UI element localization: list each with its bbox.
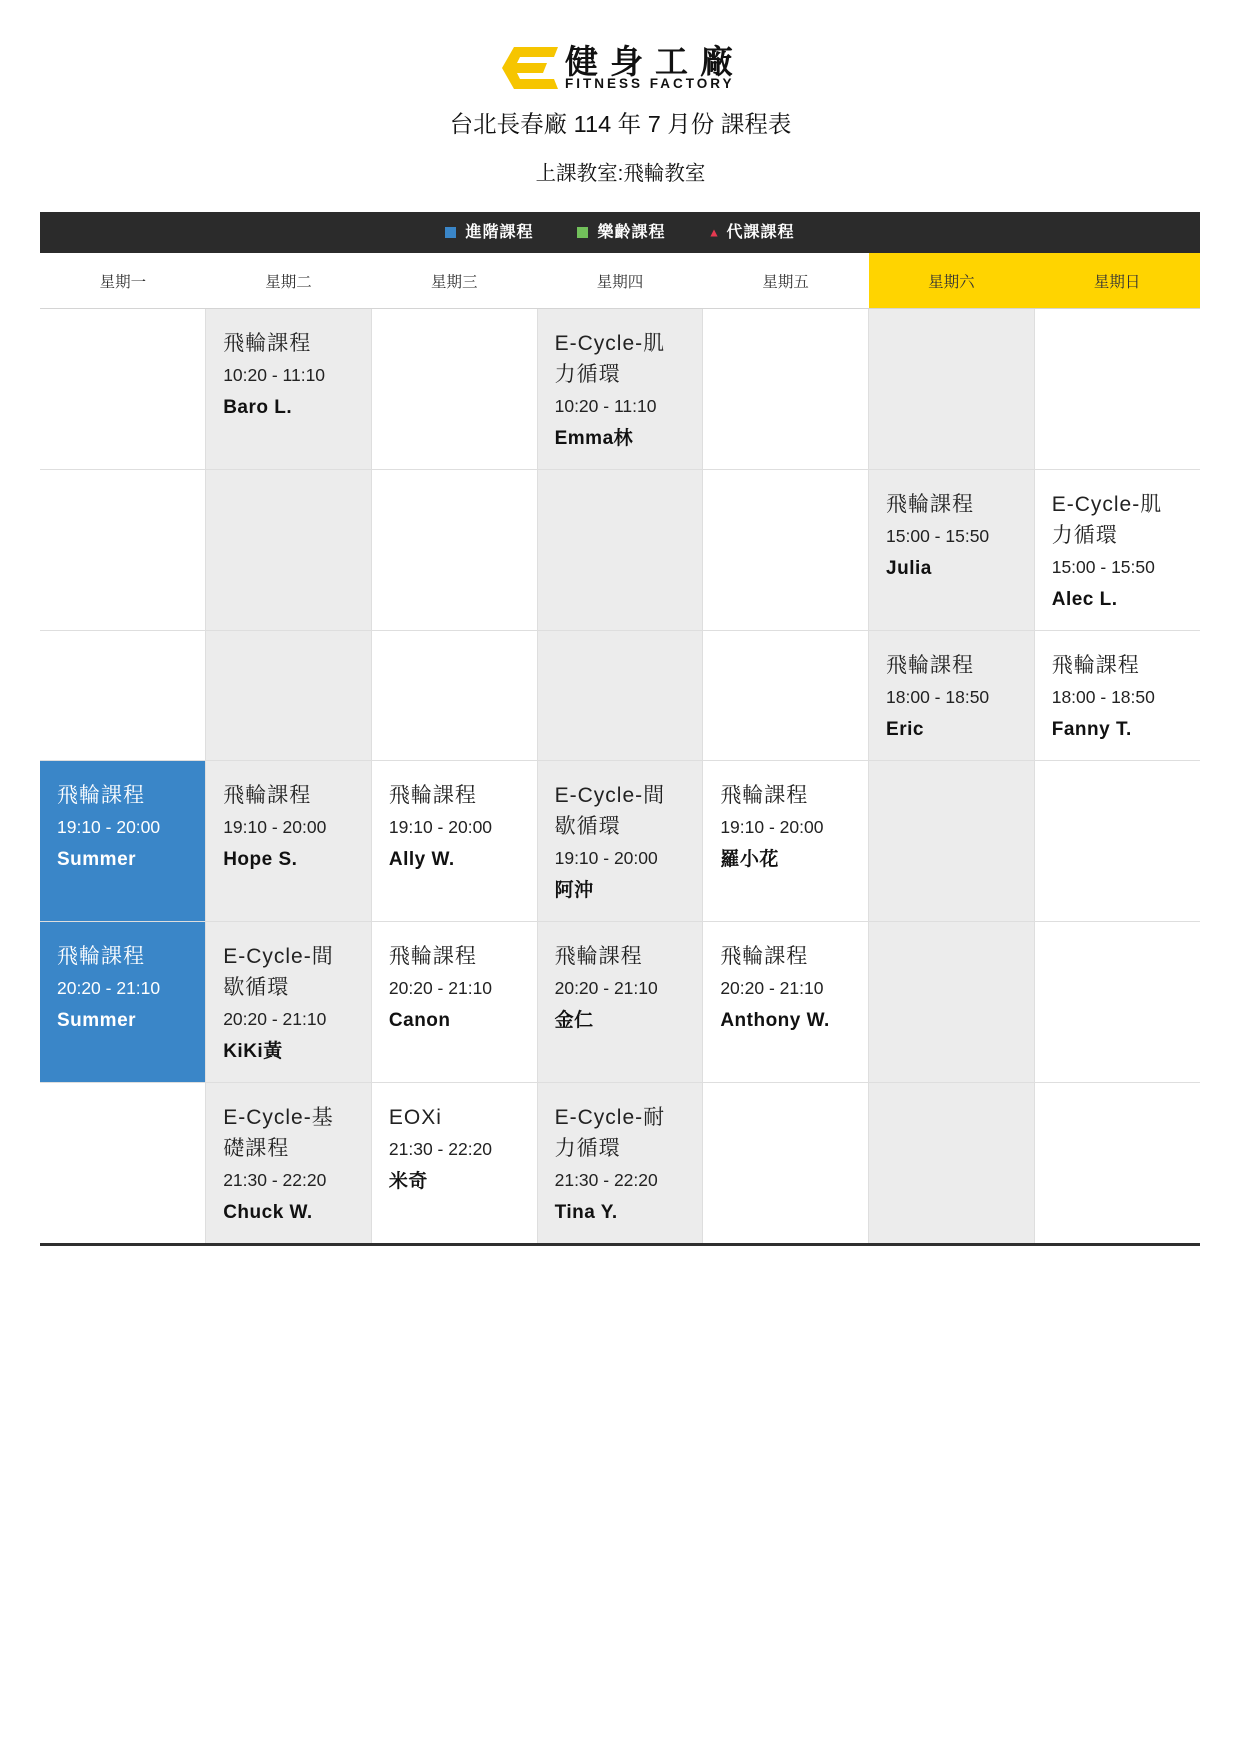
class-instructor: Eric xyxy=(886,719,924,740)
sunday-empty-slot xyxy=(1034,309,1200,470)
day-header-friday: 星期五 xyxy=(703,253,869,309)
thursday-class-slot xyxy=(537,761,703,922)
schedule-row xyxy=(40,1083,1200,1245)
legend-square-icon xyxy=(577,227,588,238)
tuesday-class-slot xyxy=(206,309,372,470)
fitness-factory-logo-icon xyxy=(500,47,558,89)
saturday-class-slot xyxy=(869,631,1035,761)
class-name: 飛輪課程 xyxy=(388,784,477,807)
sunday-class-slot xyxy=(1034,470,1200,631)
logo-name-zh: 健身工廠 xyxy=(565,43,745,80)
friday-class-slot xyxy=(703,761,869,922)
class-instructor: Anthony W. xyxy=(720,1010,830,1031)
tuesday-empty-slot xyxy=(206,631,372,761)
class-time: 19:10 - 20:00 xyxy=(388,817,493,837)
friday-empty-slot xyxy=(703,309,869,470)
class-time: 19:10 - 20:00 xyxy=(57,817,161,837)
thursday-empty-slot xyxy=(537,470,703,631)
monday-empty-slot xyxy=(40,309,206,470)
saturday-empty-slot xyxy=(869,761,1035,922)
class-time: 10:20 - 11:10 xyxy=(554,396,657,416)
schedule-table xyxy=(40,253,1200,1246)
class-name: E-Cycle-基礎課程 xyxy=(223,1106,334,1160)
class-time: 18:00 - 18:50 xyxy=(1051,687,1155,707)
class-name: 飛輪課程 xyxy=(886,493,975,516)
class-time: 19:10 - 20:00 xyxy=(720,817,824,837)
legend-item-senior xyxy=(577,224,665,242)
class-name: 飛輪課程 xyxy=(223,332,312,355)
class-time: 20:20 - 21:10 xyxy=(388,978,493,998)
day-header-wednesday: 星期三 xyxy=(371,253,537,309)
legend-square-icon xyxy=(445,227,456,238)
wednesday-class-slot xyxy=(371,761,537,922)
class-instructor: KiKi黃 xyxy=(223,1041,283,1062)
class-instructor: Baro L. xyxy=(223,397,293,418)
schedule-row xyxy=(40,761,1200,922)
tuesday-class-slot xyxy=(206,761,372,922)
class-time: 20:20 - 21:10 xyxy=(223,1009,327,1029)
class-instructor: 阿沖 xyxy=(554,880,594,901)
class-instructor: 金仁 xyxy=(554,1010,594,1031)
class-time: 20:20 - 21:10 xyxy=(554,978,658,998)
class-name: 飛輪課程 xyxy=(57,945,145,968)
class-name: 飛輪課程 xyxy=(554,945,643,968)
class-name: 飛輪課程 xyxy=(720,945,809,968)
sunday-class-slot xyxy=(1034,631,1200,761)
monday-class-slot xyxy=(40,922,206,1083)
class-name: E-Cycle-肌力循環 xyxy=(554,332,666,386)
class-name: E-Cycle-耐力循環 xyxy=(554,1106,666,1160)
day-header-monday: 星期一 xyxy=(40,253,206,309)
class-instructor: Emma林 xyxy=(554,428,634,449)
class-time: 18:00 - 18:50 xyxy=(886,687,990,707)
class-time: 19:10 - 20:00 xyxy=(554,848,658,868)
class-instructor: Chuck W. xyxy=(223,1202,313,1223)
wednesday-empty-slot xyxy=(371,470,537,631)
class-time: 19:10 - 20:00 xyxy=(223,817,327,837)
saturday-empty-slot xyxy=(869,309,1035,470)
friday-empty-slot xyxy=(703,470,869,631)
monday-empty-slot xyxy=(40,470,206,631)
thursday-empty-slot xyxy=(537,631,703,761)
saturday-class-slot xyxy=(869,470,1035,631)
class-time: 21:30 - 22:20 xyxy=(223,1170,327,1190)
friday-empty-slot xyxy=(703,631,869,761)
class-name: EOXi xyxy=(388,1106,442,1129)
day-header-tuesday: 星期二 xyxy=(206,253,372,309)
saturday-empty-slot xyxy=(869,1083,1035,1245)
day-header-saturday: 星期六 xyxy=(869,253,1035,309)
wednesday-empty-slot xyxy=(371,631,537,761)
class-name: E-Cycle-間歇循環 xyxy=(554,784,666,838)
page-title: 台北長春廠 114 年 7 月份 課程表 xyxy=(449,111,792,137)
legend-bar xyxy=(40,212,1200,253)
legend-label: 進階課程 xyxy=(465,223,534,241)
tuesday-class-slot xyxy=(206,922,372,1083)
class-instructor: 羅小花 xyxy=(720,849,779,870)
class-time: 20:20 - 21:10 xyxy=(57,978,161,998)
schedule-row xyxy=(40,922,1200,1083)
day-header-row xyxy=(40,253,1200,309)
classroom-label: 上課教室:飛輪教室 xyxy=(535,162,706,185)
class-instructor: 米奇 xyxy=(388,1171,428,1192)
sunday-empty-slot xyxy=(1034,761,1200,922)
class-time: 20:20 - 21:10 xyxy=(720,978,824,998)
class-instructor: Canon xyxy=(388,1010,451,1031)
class-time: 15:00 - 15:50 xyxy=(886,526,990,546)
friday-class-slot xyxy=(703,922,869,1083)
monday-empty-slot xyxy=(40,1083,206,1245)
logo-name-en: FITNESS FACTORY xyxy=(565,76,735,91)
sunday-empty-slot xyxy=(1034,922,1200,1083)
class-instructor: Summer xyxy=(57,849,137,870)
class-name: 飛輪課程 xyxy=(1051,654,1140,677)
wednesday-empty-slot xyxy=(371,309,537,470)
class-time: 15:00 - 15:50 xyxy=(1051,557,1155,577)
legend-label: 代課課程 xyxy=(726,223,795,241)
thursday-class-slot xyxy=(537,1083,703,1245)
class-instructor: Hope S. xyxy=(223,849,298,870)
class-instructor: Tina Y. xyxy=(554,1202,618,1223)
monday-class-slot xyxy=(40,761,206,922)
sunday-empty-slot xyxy=(1034,1083,1200,1245)
wednesday-class-slot xyxy=(371,1083,537,1245)
monday-empty-slot xyxy=(40,631,206,761)
schedule-row xyxy=(40,631,1200,761)
class-instructor: Fanny T. xyxy=(1051,719,1132,740)
schedule-body xyxy=(40,309,1200,1245)
class-instructor: Ally W. xyxy=(388,849,455,870)
day-header-thursday: 星期四 xyxy=(537,253,703,309)
schedule-row xyxy=(40,470,1200,631)
class-name: 飛輪課程 xyxy=(57,784,145,807)
legend-triangle-icon xyxy=(710,229,718,237)
class-time: 21:30 - 22:20 xyxy=(554,1170,658,1190)
legend-item-substitute xyxy=(710,224,795,242)
thursday-class-slot xyxy=(537,309,703,470)
class-name: E-Cycle-間歇循環 xyxy=(223,945,334,999)
tuesday-empty-slot xyxy=(206,470,372,631)
day-header-sunday: 星期日 xyxy=(1034,253,1200,309)
brand-logo xyxy=(500,43,745,91)
tuesday-class-slot xyxy=(206,1083,372,1245)
thursday-class-slot xyxy=(537,922,703,1083)
wednesday-class-slot xyxy=(371,922,537,1083)
class-name: 飛輪課程 xyxy=(886,654,975,677)
logo-wordmark xyxy=(565,43,745,91)
legend-label: 樂齡課程 xyxy=(597,223,666,241)
saturday-empty-slot xyxy=(869,922,1035,1083)
class-instructor: Alec L. xyxy=(1051,589,1118,610)
class-name: E-Cycle-肌力循環 xyxy=(1051,493,1163,547)
class-name: 飛輪課程 xyxy=(223,784,312,807)
class-instructor: Summer xyxy=(57,1010,137,1031)
class-time: 10:20 - 11:10 xyxy=(223,365,326,385)
schedule-row xyxy=(40,309,1200,470)
class-instructor: Julia xyxy=(886,558,932,579)
friday-empty-slot xyxy=(703,1083,869,1245)
class-time: 21:30 - 22:20 xyxy=(388,1139,493,1159)
class-name: 飛輪課程 xyxy=(388,945,477,968)
legend-item-advanced xyxy=(445,224,533,242)
class-name: 飛輪課程 xyxy=(720,784,809,807)
